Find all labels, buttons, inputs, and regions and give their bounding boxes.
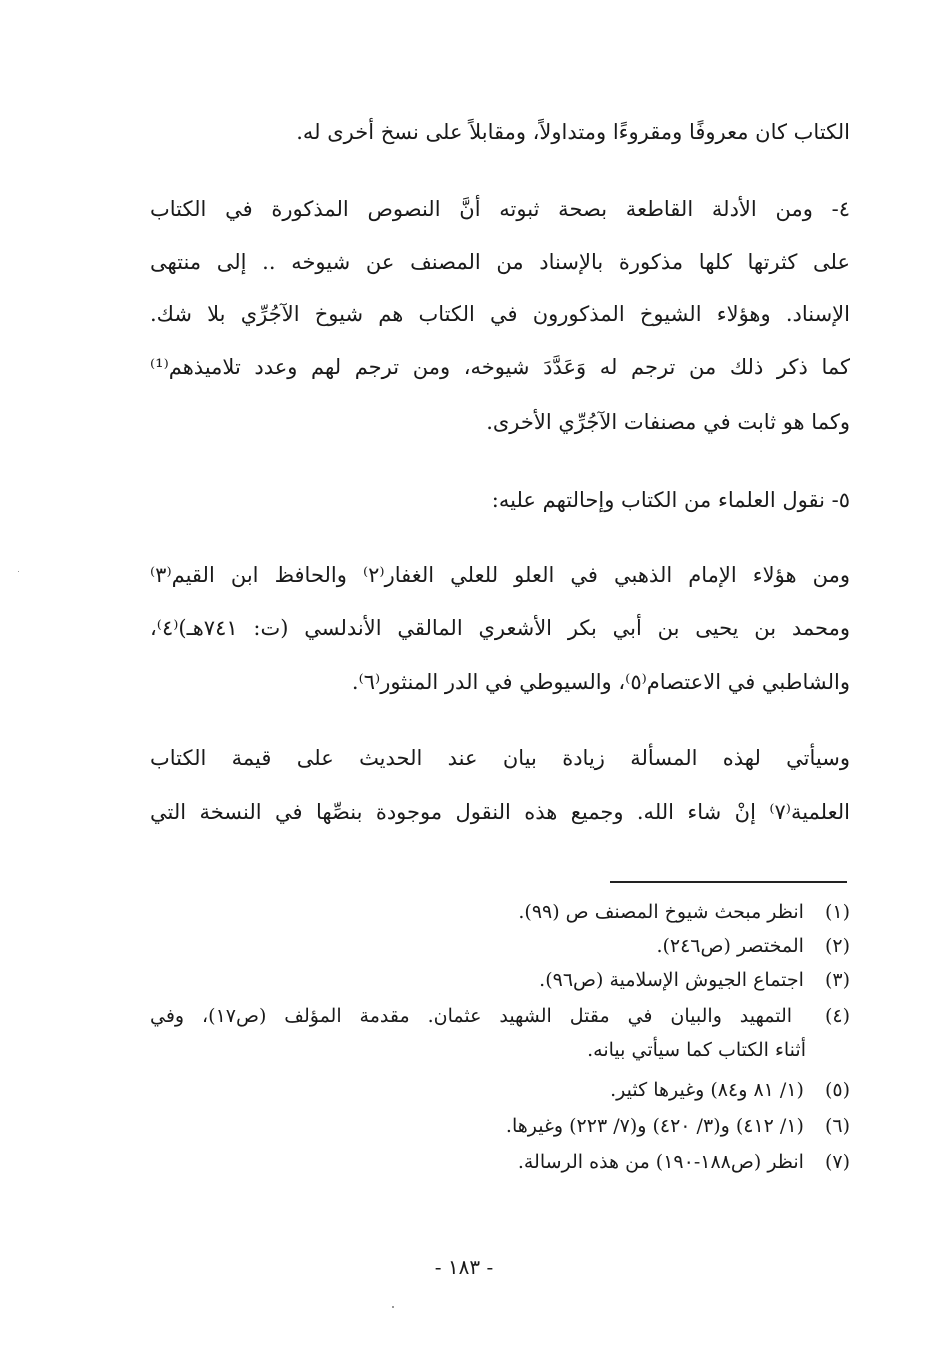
page-number: - ١٨٣ - <box>434 1255 494 1279</box>
footnote-number: (٣) <box>824 969 850 991</box>
body-line: ٤- ومن الأدلة القاطعة بصحة ثبوته أنَّ النصوص المذكورة في الكتاب <box>150 197 850 221</box>
body-line: ومحمد بن يحيى بن أبي بكر الأشعري المالقي الأندلسي (ت: ٧٤١هـ)⁽٤⁾، <box>150 616 850 640</box>
footnote-text: المختصر (ص٢٤٦). <box>656 935 804 957</box>
footnote-number: (١) <box>824 901 850 923</box>
footnote-text: التمهيد والبيان في مقتل الشهيد عثمان. مقدمة المؤلف (ص١٧)، وفي <box>150 1005 793 1027</box>
body-line: الإسناد. وهؤلاء الشيوخ المذكورون في الكتاب هم شيوخ الآجُرِّي بلا شك. <box>150 302 850 326</box>
footnote-item <box>656 935 850 958</box>
body-line: كما ذكر ذلك من ترجم له وَعَدَّدَ شيوخه، ومن ترجم لهم وعدد تلاميذهم⁽¹⁾ <box>150 355 850 379</box>
footnote-text: انظر مبحث شيوخ المصنف ص (٩٩). <box>518 901 804 923</box>
footnote-number: (٤) <box>824 1005 850 1027</box>
footnote-item <box>518 901 850 924</box>
footnote-text: (١/ ٨١ و٨٤) وغيرها كثير. <box>610 1079 804 1101</box>
body-line: على كثرتها كلها مذكورة بالإسناد من المصنف عن شيوخه .. إلى منتهى <box>150 250 850 274</box>
scan-speck <box>18 571 19 572</box>
footnote-item <box>506 1115 850 1138</box>
body-line: وسيأتي لهذه المسألة زيادة بيان عند الحديث على قيمة الكتاب <box>150 746 850 770</box>
body-line: الكتاب كان معروفًا ومقروءًا ومتداولاً، ومقابلاً على نسخ أخرى له. <box>296 120 850 144</box>
footnote-item <box>539 969 850 992</box>
footnote-text: (١/ ٤١٢) و(٣/ ٤٢٠) و(٧/ ٢٢٣) وغيرها. <box>505 1115 804 1137</box>
body-line: والشاطبي في الاعتصام⁽٥⁾، والسيوطي في الدر المنثور⁽٦⁾. <box>351 670 850 694</box>
footnote-item <box>150 1005 850 1028</box>
footnote-number: (٦) <box>824 1115 850 1137</box>
body-line: العلمية⁽٧⁾ إنْ شاء الله. وجميع هذه النقول موجودة بنصِّها في النسخة التي <box>150 800 850 824</box>
body-line: ومن هؤلاء الإمام الذهبي في العلو للعلي الغفار⁽٢⁾ والحافظ ابن القيم⁽٣⁾ <box>150 563 850 587</box>
scan-speck <box>392 1306 394 1308</box>
footnote-text: انظر (ص١٨٨-١٩٠) من هذه الرسالة. <box>517 1151 804 1173</box>
footnote-number: (٥) <box>824 1079 850 1101</box>
footnote-continuation: أثناء الكتاب كما سيأتي بيانه. <box>587 1039 806 1061</box>
footnote-item <box>610 1079 850 1102</box>
footnote-number: (٢) <box>824 935 850 957</box>
body-line: وكما هو ثابت في مصنفات الآجُرِّي الأخرى. <box>486 410 850 434</box>
footnote-number: (٧) <box>824 1151 850 1173</box>
footnote-separator <box>610 881 847 883</box>
section-heading: ٥- نقول العلماء من الكتاب وإحالتهم عليه: <box>491 488 850 512</box>
footnote-text: اجتماع الجيوش الإسلامية (ص٩٦). <box>539 969 804 991</box>
footnote-item <box>518 1151 850 1174</box>
